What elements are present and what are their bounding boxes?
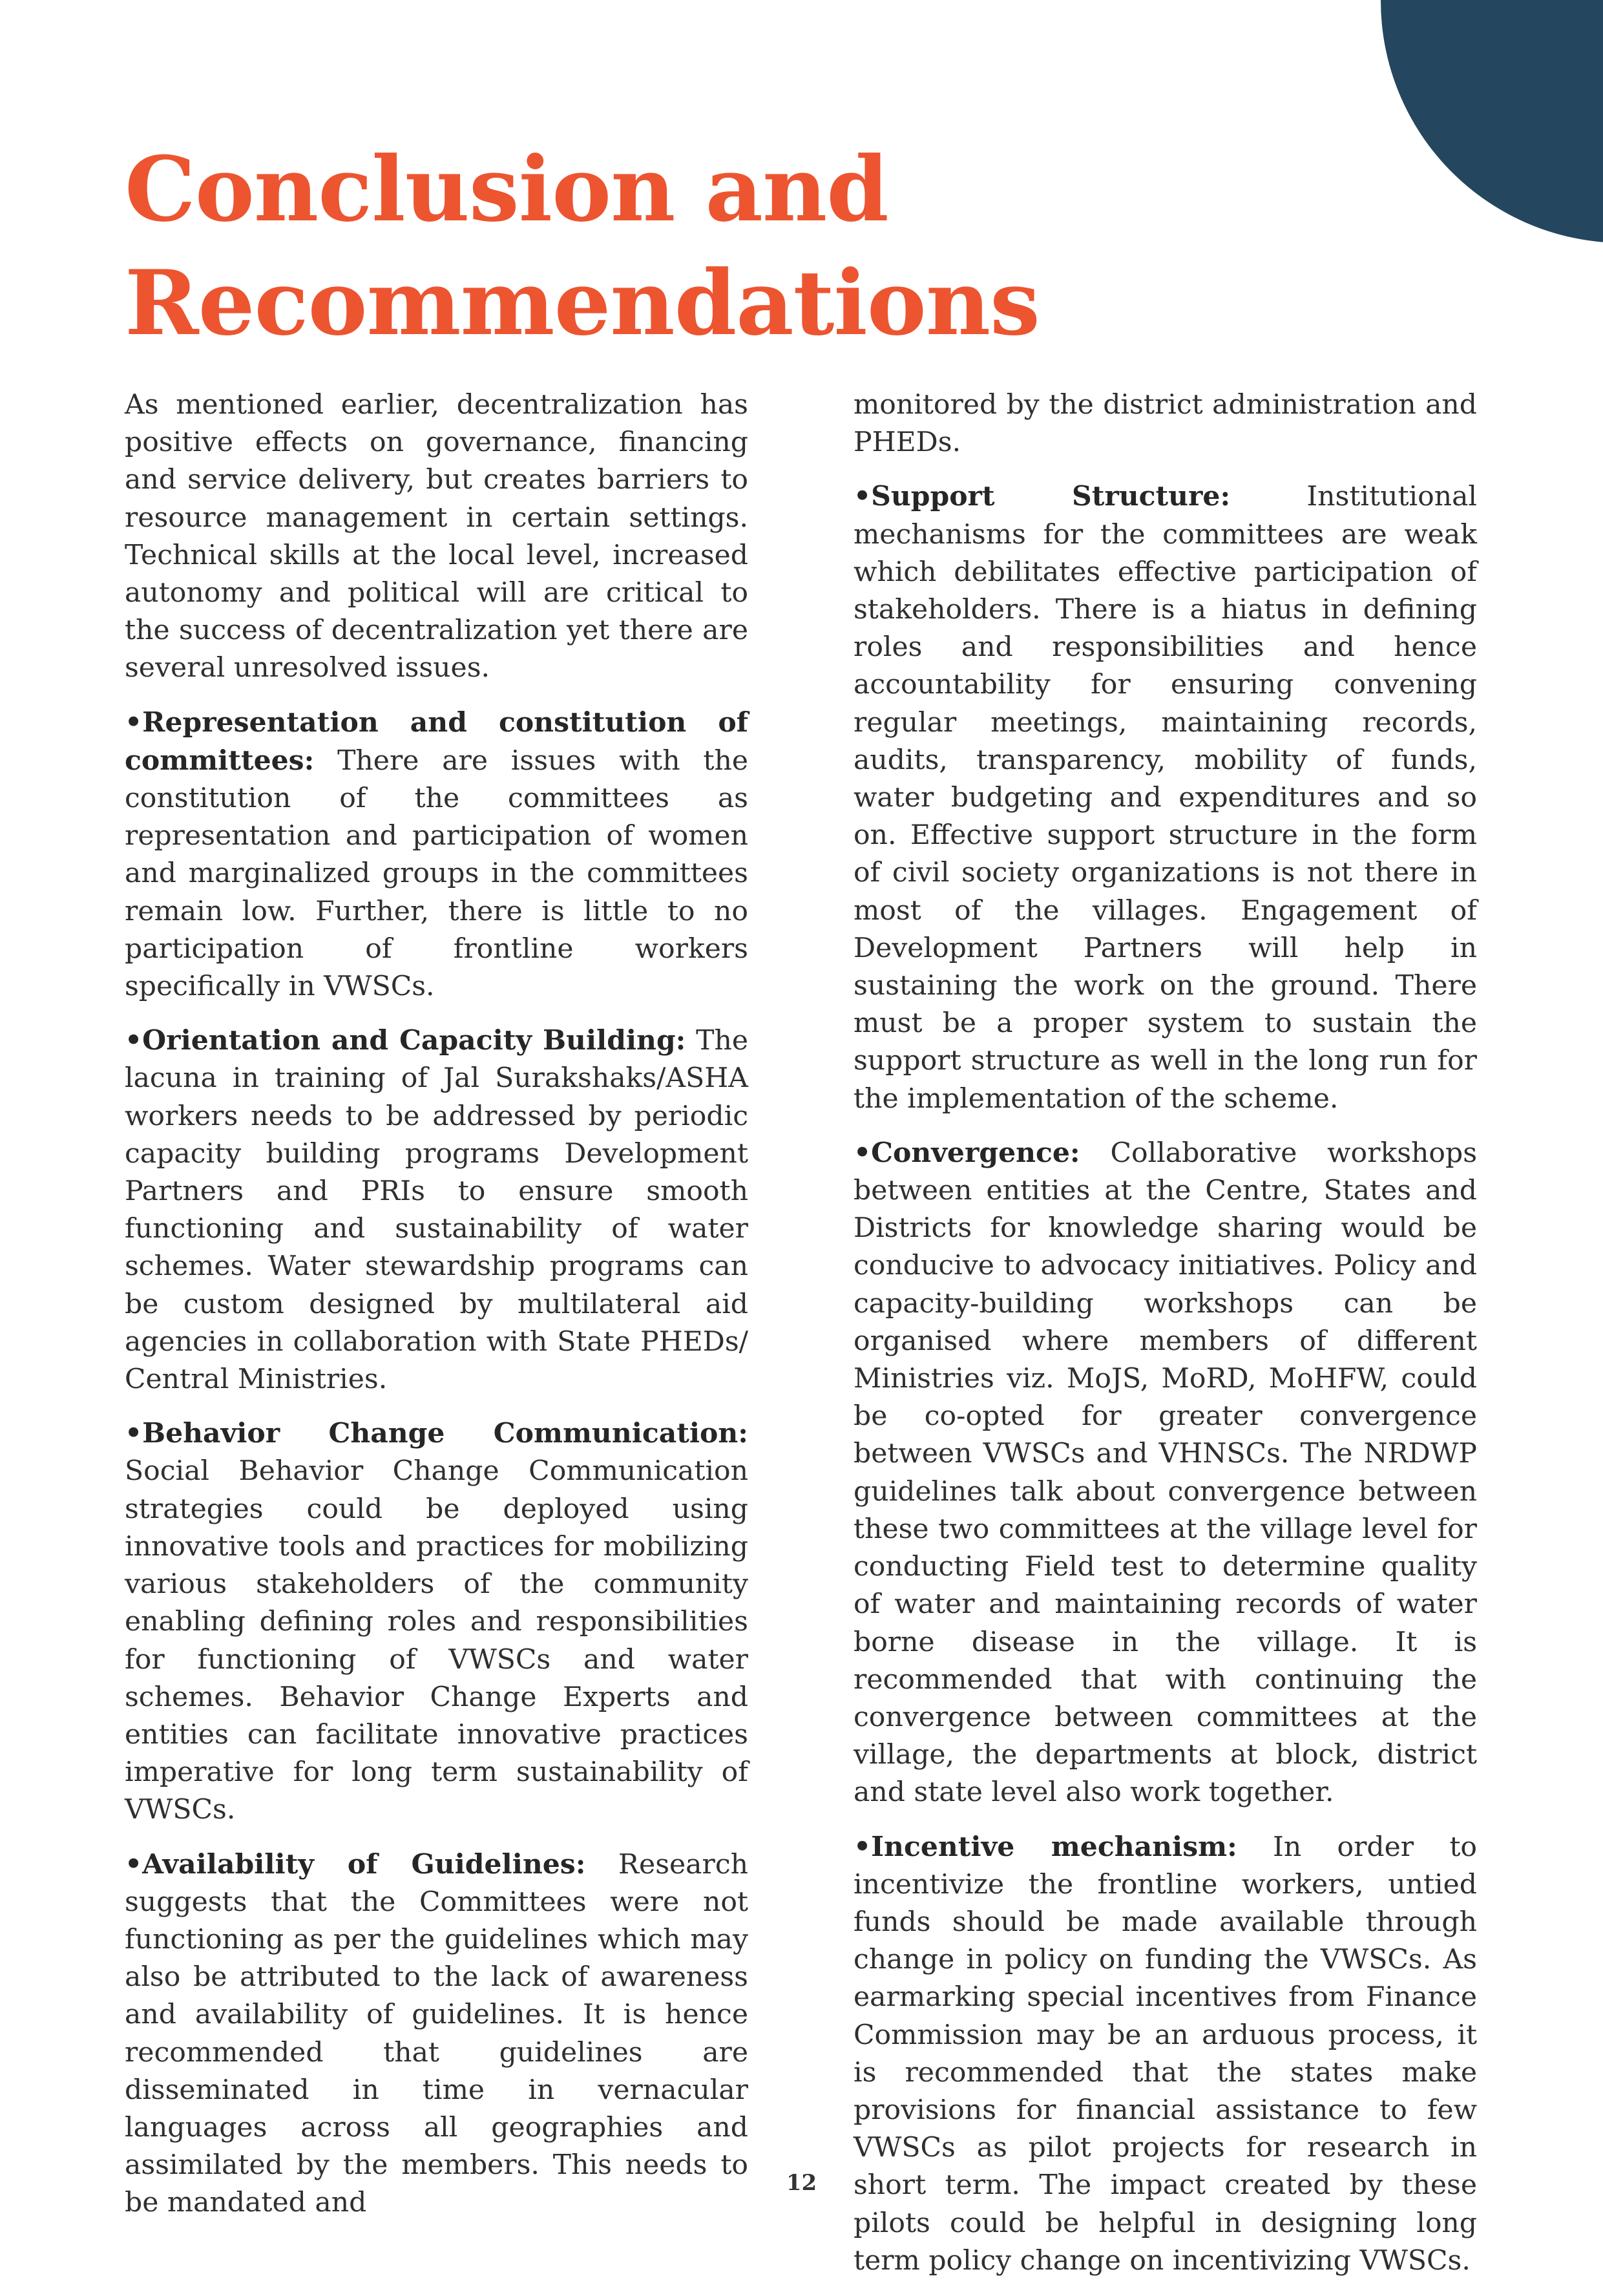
title-line-2: Recommendations	[125, 250, 1040, 355]
convergence-paragraph	[854, 1134, 1477, 1812]
support-text: Institutional mechanisms for the committees are weak which debilitates effective participation of stakeholders. There is a hiatus in defining roles and responsibilities and hence accountability for ensuring convening regular meetings, maintaining records, audits, transparency, mobility of funds, water budgeting and expenditures and so on. Effective support structure in the form of civil society organizations is not there in most of the villages. Engagement of Development Partners will help in sustaining the work on the ground. There must be a proper system to sustain the support structure as well in the long run for the implementation of the scheme.	[854, 481, 1477, 1115]
support-paragraph	[854, 478, 1477, 1117]
convergence-text: Collaborative workshops between entities at the Centre, States and Districts for knowledge sharing would be conducive to advocacy initiatives. Policy and capacity-building workshops can be organised where members of different Ministries viz. MoJS, MoRD, MoHFW, could be co-opted for greater convergence between VWSCs and VHNSCs. The NRDWP guidelines talk about convergence between these two committees at the village level for conducting Field test to determine quality of water and maintaining records of water borne disease in the village. It is recommended that with continuing the convergence between committees at the village, the departments at block, district and state level also work together.	[854, 1137, 1477, 1809]
orientation-heading: •Orientation and Capacity Building:	[125, 1024, 686, 1057]
intro-text: As mentioned earlier, decentralization has positive effects on governance, financing and service delivery, but creates barriers to resource management in certain settings. Technical skills at the local level, increased autonomy and political will are critical to the success of decentralization yet there are several unresolved issues.	[125, 389, 748, 684]
incentive-text: In order to incentivize the frontline workers, untied funds should be made available through change in policy on funding the VWSCs. As earmarking special incentives from Finance Commission may be an arduous process, it is recommended that the states make provisions for financial assistance to few VWSCs as pilot projects for research in short term. The impact created by these pilots could be helpful in designing long term policy change on incentivizing VWSCs.	[854, 1831, 1477, 2277]
continuation-paragraph	[854, 386, 1477, 461]
right-column	[854, 386, 1477, 2296]
incentive-heading: •Incentive mechanism:	[854, 1830, 1237, 1863]
page-number: 12	[786, 2170, 817, 2196]
corner-decoration	[1381, 0, 1603, 243]
behavior-heading: •Behavior Change Communication:	[125, 1417, 748, 1450]
page-title	[125, 132, 1040, 360]
representation-text: There are issues with the constitution of the committees as representation and participation of women and marginalized groups in the committees remain low. Further, there is little to no participation of frontline workers specifically in VWSCs.	[125, 744, 748, 1003]
behavior-text: Social Behavior Change Communication strategies could be deployed using innovative tools and practices for mobilizing various stakeholders of the community enabling defining roles and responsibilities for functioning of VWSCs and water schemes. Behavior Change Experts and entities can facilitate innovative practices imperative for long term sustainability of VWSCs.	[125, 1455, 748, 1826]
representation-heading: •Representation and constitution of committees:	[125, 706, 748, 777]
orientation-text: The lacuna in training of Jal Surakshaks/ASHA workers needs to be addressed by periodic capacity building programs Development Partners and PRIs to ensure smooth functioning and sustainability of water schemes. Water stewardship programs can be custom designed by multilateral aid agencies in collaboration with State PHEDs/ Central Ministries.	[125, 1025, 748, 1396]
orientation-paragraph	[125, 1022, 748, 1398]
incentive-paragraph	[854, 1828, 1477, 2280]
support-heading: •Support Structure:	[854, 480, 1231, 513]
intro-paragraph	[125, 386, 748, 688]
representation-paragraph	[125, 704, 748, 1006]
guidelines-paragraph	[125, 1846, 748, 2222]
convergence-heading: •Convergence:	[854, 1136, 1080, 1169]
title-line-1: Conclusion and	[125, 136, 888, 242]
left-column	[125, 386, 748, 2238]
guidelines-text: Research suggests that the Committees were not functioning as per the guidelines which may also be attributed to the lack of awareness and availability of guidelines. It is hence recommended that guidelines are disseminated in time in vernacular languages across all geographies and assimilated by the members. This needs to be mandated and	[125, 1848, 748, 2219]
behavior-paragraph	[125, 1415, 748, 1829]
continuation-text: monitored by the district administration and PHEDs.	[854, 389, 1477, 459]
guidelines-heading: •Availability of Guidelines:	[125, 1848, 586, 1880]
